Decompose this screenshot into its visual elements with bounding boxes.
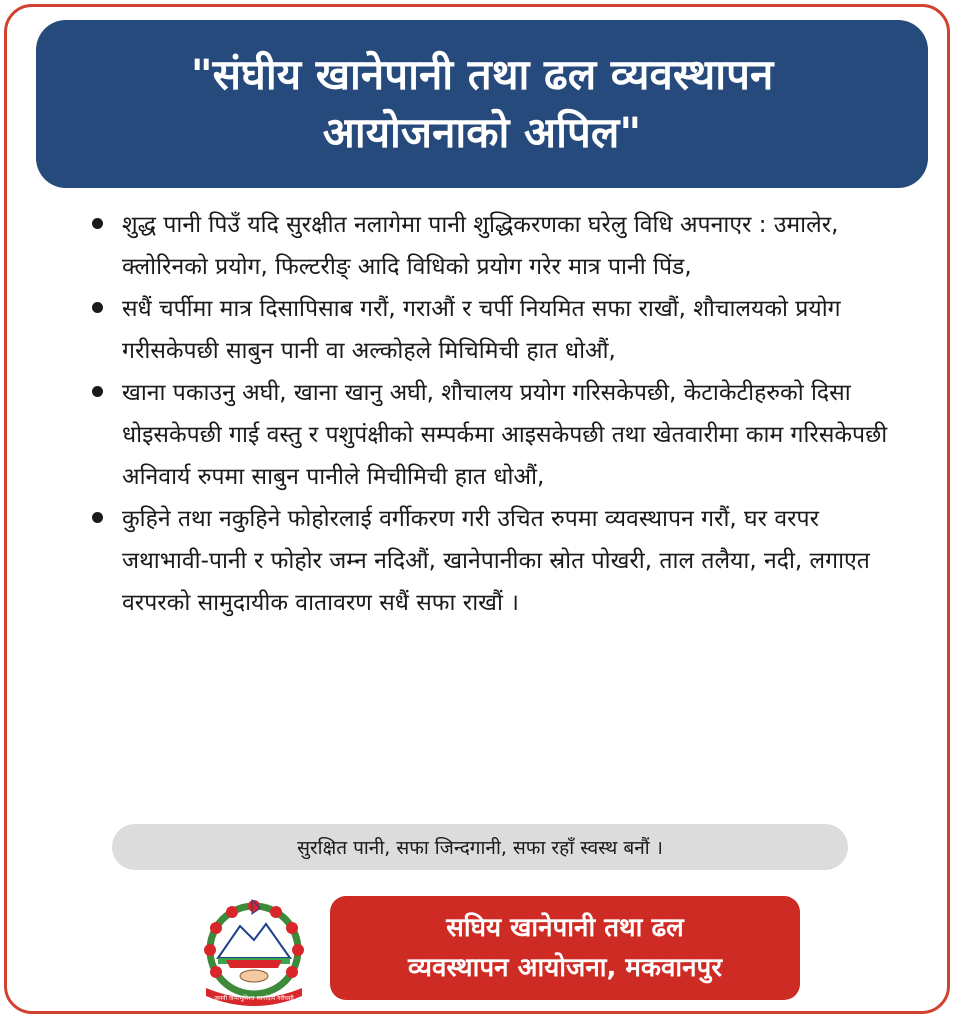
appeal-list-container: [90, 204, 900, 624]
bullet-icon: [92, 218, 103, 229]
page-title: [36, 20, 928, 188]
bullet-icon: [92, 512, 103, 523]
list-item: [90, 288, 900, 372]
title-line-2: आयोजनाको अपिल": [322, 108, 642, 157]
list-item: [90, 498, 900, 624]
list-item-text: सधैं चर्पीमा मात्र दिसापिसाब गरौं, गराऔं र चर्पी नियमित सफा राखौं, शौचालयको प्रयोग गरीसकेपछी साबुन पानी वा अल्कोहले मिचिमिची हात धोऔं,: [122, 296, 841, 364]
appeal-list: [90, 204, 900, 624]
organization-name-box: [330, 896, 800, 1000]
bullet-icon: [92, 386, 103, 397]
organization-line-1: सघिय खानेपानी तथा ढल: [446, 913, 684, 943]
list-item-text: कुहिने तथा नकुहिने फोहोरलाई वर्गीकरण गरी उचित रुपमा व्यवस्थापन गरौं, घर वरपर जथाभावी-पानी र फोहोर जम्न नदिऔं, खानेपानीका स्रोत पोखरी, ताल तलैया, नदी, लगाएत वरपरको सामुदायीक वातावरण सधैं सफा राखौं ।: [122, 506, 870, 616]
slogan-banner: [112, 824, 848, 870]
bullet-icon: [92, 302, 103, 313]
nepal-coat-of-arms-icon: [196, 896, 312, 1006]
list-item: [90, 204, 900, 288]
list-item-text: शुद्ध पानी पिउँ यदि सुरक्षीत नलागेमा पानी शुद्धिकरणका घरेलु विधि अपनाएर : उमालेर, क्लोरिनको प्रयोग, फिल्टरीङ् आदि विधिको प्रयोग गरेर मात्र पानी पिंड,: [122, 212, 839, 280]
list-item-text: खाना पकाउनु अघी, खाना खानु अघी, शौचालय प्रयोग गरिसकेपछी, केटाकेटीहरुको दिसा धोइसकेपछी गाई वस्तु र पशुपंक्षीको सम्पर्कमा आइसकेपछी तथा खेतवारीमा काम गरिसकेपछी अनिवार्य रुपमा साबुन पानीले मिचीमिची हात धोऔं,: [122, 380, 888, 490]
list-item: [90, 372, 900, 498]
title-line-1: "संघीय खानेपानी तथा ढल व्यवस्थापन: [190, 50, 774, 99]
slogan-text: सुरक्षित पानी, सफा जिन्दगानी, सफा रहाँ स्वस्थ बनौं ।: [297, 837, 663, 859]
organization-line-2: व्यवस्थापन आयोजना, मकवानपुर: [408, 953, 722, 983]
emblem-motto: जननी जन्मभूमिश्च स्वर्गादपि गरीयसी: [214, 995, 294, 1002]
